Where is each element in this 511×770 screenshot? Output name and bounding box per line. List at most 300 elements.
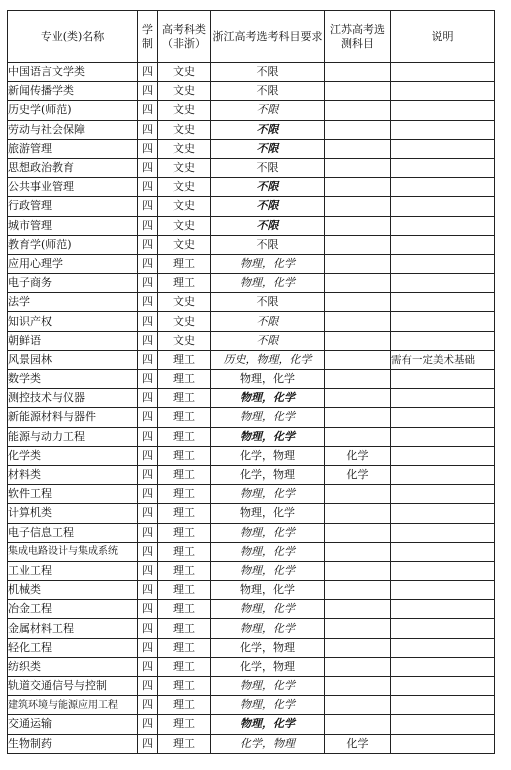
exam-category-cell-text: 理工 bbox=[173, 736, 195, 750]
table-row bbox=[8, 465, 495, 484]
jiangsu-subject-cell bbox=[325, 120, 391, 139]
note-cell bbox=[391, 350, 495, 369]
note-cell-text: 需有一定美术基础 bbox=[391, 353, 475, 366]
exam-category-cell bbox=[158, 581, 211, 600]
major-name-cell bbox=[8, 101, 138, 120]
duration-cell-text: 四 bbox=[142, 640, 153, 654]
exam-category-cell bbox=[158, 408, 211, 427]
table-row bbox=[8, 715, 495, 734]
zhejiang-requirement-cell bbox=[211, 178, 325, 197]
exam-category-cell-text: 理工 bbox=[173, 391, 195, 405]
zhejiang-requirement-cell-text: 物理，化学 bbox=[240, 256, 295, 270]
zhejiang-requirement-cell bbox=[211, 600, 325, 619]
major-name-cell-text: 应用心理学 bbox=[8, 256, 63, 270]
exam-category-cell bbox=[158, 158, 211, 177]
major-name-cell-text: 思想政治教育 bbox=[8, 161, 74, 175]
duration-cell-text: 四 bbox=[142, 563, 153, 577]
zhejiang-requirement-cell bbox=[211, 504, 325, 523]
jiangsu-subject-cell bbox=[325, 331, 391, 350]
major-name-cell bbox=[8, 734, 138, 753]
major-name-cell bbox=[8, 197, 138, 216]
exam-category-cell-text: 文史 bbox=[173, 314, 195, 328]
duration-cell-text: 四 bbox=[142, 698, 153, 712]
zhejiang-requirement-cell-text: 物理，化学 bbox=[240, 583, 295, 597]
table-row bbox=[8, 158, 495, 177]
duration-cell bbox=[138, 139, 158, 158]
zhejiang-requirement-cell-text: 物理，化学 bbox=[240, 410, 295, 424]
major-name-cell bbox=[8, 158, 138, 177]
zhejiang-requirement-cell bbox=[211, 677, 325, 696]
duration-cell-text: 四 bbox=[142, 84, 153, 98]
duration-cell bbox=[138, 158, 158, 177]
major-name-cell-text: 交通运输 bbox=[8, 717, 52, 731]
exam-category-cell-text: 理工 bbox=[173, 372, 195, 386]
major-name-cell bbox=[8, 63, 138, 82]
exam-category-cell bbox=[158, 178, 211, 197]
zhejiang-requirement-cell bbox=[211, 216, 325, 235]
duration-cell bbox=[138, 465, 158, 484]
zhejiang-requirement-cell-text: 不限 bbox=[256, 141, 279, 155]
duration-cell-text: 四 bbox=[142, 237, 153, 251]
major-name-cell bbox=[8, 542, 138, 561]
exam-category-cell-text: 理工 bbox=[173, 506, 195, 520]
major-name-cell-text: 中国语言文学类 bbox=[8, 65, 85, 79]
note-cell bbox=[391, 197, 495, 216]
table-row bbox=[8, 370, 495, 389]
zhejiang-requirement-cell bbox=[211, 408, 325, 427]
exam-category-cell bbox=[158, 254, 211, 273]
zhejiang-requirement-cell-text: 物理，化学 bbox=[240, 679, 295, 693]
exam-category-cell-text: 理工 bbox=[173, 276, 195, 290]
exam-category-cell bbox=[158, 542, 211, 561]
major-name-cell-text: 历史学(师范) bbox=[8, 103, 72, 117]
exam-category-cell bbox=[158, 63, 211, 82]
table-row bbox=[8, 178, 495, 197]
exam-category-cell-text: 理工 bbox=[173, 468, 195, 482]
major-name-cell bbox=[8, 293, 138, 312]
table-row bbox=[8, 734, 495, 753]
table-row bbox=[8, 389, 495, 408]
major-name-cell bbox=[8, 139, 138, 158]
note-cell bbox=[391, 600, 495, 619]
jiangsu-subject-cell bbox=[325, 178, 391, 197]
zhejiang-requirement-cell-text: 物理，化学 bbox=[240, 717, 295, 731]
table-row bbox=[8, 619, 495, 638]
exam-category-cell bbox=[158, 350, 211, 369]
major-name-cell bbox=[8, 216, 138, 235]
duration-cell bbox=[138, 696, 158, 715]
zhejiang-requirement-cell-text: 不限 bbox=[256, 103, 279, 117]
exam-category-cell bbox=[158, 696, 211, 715]
note-cell bbox=[391, 293, 495, 312]
major-name-cell bbox=[8, 178, 138, 197]
table-row bbox=[8, 600, 495, 619]
major-name-cell-text: 测控技术与仪器 bbox=[8, 391, 85, 405]
duration-cell-text: 四 bbox=[142, 487, 153, 501]
jiangsu-subject-cell bbox=[325, 216, 391, 235]
jiangsu-subject-cell bbox=[325, 350, 391, 369]
major-name-cell-text: 电子信息工程 bbox=[8, 525, 74, 539]
jiangsu-subject-cell bbox=[325, 561, 391, 580]
duration-cell-text: 四 bbox=[142, 295, 153, 309]
exam-category-cell-text: 理工 bbox=[173, 679, 195, 693]
duration-cell-text: 四 bbox=[142, 448, 153, 462]
exam-category-cell-text: 理工 bbox=[173, 429, 195, 443]
exam-category-cell-text: 理工 bbox=[173, 698, 195, 712]
jiangsu-subject-cell bbox=[325, 293, 391, 312]
major-name-cell-text: 劳动与社会保障 bbox=[8, 122, 85, 136]
exam-category-cell bbox=[158, 734, 211, 753]
zhejiang-requirement-cell bbox=[211, 696, 325, 715]
table-row bbox=[8, 216, 495, 235]
major-name-cell bbox=[8, 523, 138, 542]
major-name-cell-text: 软件工程 bbox=[8, 487, 52, 501]
duration-cell bbox=[138, 523, 158, 542]
duration-cell bbox=[138, 312, 158, 331]
zhejiang-requirement-cell bbox=[211, 485, 325, 504]
table-row bbox=[8, 197, 495, 216]
duration-cell bbox=[138, 370, 158, 389]
duration-cell-text: 四 bbox=[142, 199, 153, 213]
zhejiang-requirement-cell bbox=[211, 274, 325, 293]
zhejiang-requirement-cell bbox=[211, 63, 325, 82]
jiangsu-subject-cell bbox=[325, 427, 391, 446]
duration-cell bbox=[138, 446, 158, 465]
exam-category-cell-text: 理工 bbox=[173, 352, 195, 366]
duration-cell-text: 四 bbox=[142, 621, 153, 635]
duration-cell bbox=[138, 677, 158, 696]
exam-category-cell bbox=[158, 216, 211, 235]
zhejiang-requirement-cell-text: 物理，化学 bbox=[240, 487, 295, 501]
note-cell bbox=[391, 542, 495, 561]
zhejiang-requirement-cell-text: 化学，物理 bbox=[240, 736, 295, 750]
major-name-cell bbox=[8, 370, 138, 389]
duration-cell-text: 四 bbox=[142, 468, 153, 482]
duration-cell-text: 四 bbox=[142, 141, 153, 155]
duration-cell-text: 四 bbox=[142, 583, 153, 597]
jiangsu-subject-cell-text: 化学 bbox=[346, 736, 369, 750]
major-name-cell-text: 知识产权 bbox=[8, 314, 52, 328]
zhejiang-requirement-cell-text: 物理，化学 bbox=[240, 602, 295, 616]
major-name-cell-text: 材料类 bbox=[8, 468, 41, 482]
zhejiang-requirement-cell-text: 物理，化学 bbox=[240, 372, 295, 386]
exam-category-cell bbox=[158, 139, 211, 158]
jiangsu-subject-cell bbox=[325, 408, 391, 427]
table-row bbox=[8, 504, 495, 523]
major-name-cell-text: 旅游管理 bbox=[8, 141, 52, 155]
duration-cell bbox=[138, 350, 158, 369]
duration-cell bbox=[138, 197, 158, 216]
table-row bbox=[8, 254, 495, 273]
major-name-cell-text: 建筑环境与能源应用工程 bbox=[8, 699, 118, 711]
duration-cell bbox=[138, 293, 158, 312]
zhejiang-requirement-cell-text: 不限 bbox=[256, 84, 279, 98]
jiangsu-subject-cell bbox=[325, 254, 391, 273]
zhejiang-requirement-cell bbox=[211, 427, 325, 446]
note-cell bbox=[391, 254, 495, 273]
major-name-cell bbox=[8, 254, 138, 273]
note-cell bbox=[391, 465, 495, 484]
exam-category-cell-text: 理工 bbox=[173, 410, 195, 424]
note-cell bbox=[391, 734, 495, 753]
duration-cell bbox=[138, 581, 158, 600]
zhejiang-requirement-cell bbox=[211, 581, 325, 600]
zhejiang-requirement-cell-text: 物理，化学 bbox=[240, 429, 295, 443]
major-name-cell-text: 公共事业管理 bbox=[8, 180, 74, 194]
zhejiang-requirement-cell-text: 历史，物理，化学 bbox=[223, 352, 312, 366]
major-name-cell-text: 机械类 bbox=[8, 583, 41, 597]
header-jiangsu-subjects: 江苏高考选测科目 bbox=[325, 11, 391, 63]
duration-cell bbox=[138, 600, 158, 619]
header-duration: 学制 bbox=[138, 11, 158, 63]
duration-cell-text: 四 bbox=[142, 736, 153, 750]
jiangsu-subject-cell-text: 化学 bbox=[346, 468, 369, 482]
duration-cell-text: 四 bbox=[142, 602, 153, 616]
exam-category-cell-text: 文史 bbox=[173, 237, 195, 251]
header-zhejiang-requirements: 浙江高考选考科目要求 bbox=[211, 11, 325, 63]
exam-category-cell-text: 理工 bbox=[173, 717, 195, 731]
major-name-cell bbox=[8, 389, 138, 408]
zhejiang-requirement-cell-text: 物理，化学 bbox=[240, 276, 295, 290]
zhejiang-requirement-cell bbox=[211, 542, 325, 561]
major-name-cell bbox=[8, 235, 138, 254]
table-row bbox=[8, 139, 495, 158]
major-name-cell bbox=[8, 485, 138, 504]
duration-cell-text: 四 bbox=[142, 659, 153, 673]
jiangsu-subject-cell bbox=[325, 197, 391, 216]
exam-category-cell-text: 理工 bbox=[173, 448, 195, 462]
zhejiang-requirement-cell bbox=[211, 139, 325, 158]
zhejiang-requirement-cell bbox=[211, 254, 325, 273]
duration-cell-text: 四 bbox=[142, 410, 153, 424]
exam-category-cell-text: 文史 bbox=[173, 103, 195, 117]
exam-category-cell-text: 理工 bbox=[173, 487, 195, 501]
major-name-cell bbox=[8, 331, 138, 350]
note-cell bbox=[391, 235, 495, 254]
major-name-cell-text: 风景园林 bbox=[8, 352, 52, 366]
duration-cell-text: 四 bbox=[142, 717, 153, 731]
exam-category-cell bbox=[158, 370, 211, 389]
duration-cell-text: 四 bbox=[142, 180, 153, 194]
duration-cell bbox=[138, 120, 158, 139]
duration-cell-text: 四 bbox=[142, 506, 153, 520]
note-cell bbox=[391, 523, 495, 542]
duration-cell bbox=[138, 657, 158, 676]
exam-category-cell bbox=[158, 523, 211, 542]
duration-cell-text: 四 bbox=[142, 525, 153, 539]
jiangsu-subject-cell bbox=[325, 715, 391, 734]
major-name-cell-text: 新闻传播学类 bbox=[8, 84, 74, 98]
exam-category-cell bbox=[158, 465, 211, 484]
table-row bbox=[8, 561, 495, 580]
note-cell bbox=[391, 389, 495, 408]
major-name-cell bbox=[8, 677, 138, 696]
exam-category-cell-text: 理工 bbox=[173, 621, 195, 635]
table-row bbox=[8, 120, 495, 139]
jiangsu-subject-cell bbox=[325, 504, 391, 523]
duration-cell bbox=[138, 101, 158, 120]
major-name-cell-text: 法学 bbox=[8, 295, 30, 309]
major-name-cell bbox=[8, 657, 138, 676]
note-cell bbox=[391, 274, 495, 293]
exam-category-cell bbox=[158, 657, 211, 676]
table-row bbox=[8, 485, 495, 504]
zhejiang-requirement-cell bbox=[211, 235, 325, 254]
exam-category-cell-text: 文史 bbox=[173, 199, 195, 213]
major-name-cell-text: 生物制药 bbox=[8, 736, 52, 750]
table-row bbox=[8, 235, 495, 254]
note-cell bbox=[391, 427, 495, 446]
major-name-cell bbox=[8, 638, 138, 657]
jiangsu-subject-cell bbox=[325, 63, 391, 82]
zhejiang-requirement-cell-text: 不限 bbox=[256, 295, 279, 309]
table-row bbox=[8, 63, 495, 82]
zhejiang-requirement-cell-text: 化学，物理 bbox=[240, 640, 295, 654]
zhejiang-requirement-cell bbox=[211, 293, 325, 312]
jiangsu-subject-cell bbox=[325, 312, 391, 331]
header-exam-category: 高考科类（非浙） bbox=[158, 11, 211, 63]
table-row bbox=[8, 350, 495, 369]
duration-cell bbox=[138, 715, 158, 734]
zhejiang-requirement-cell-text: 不限 bbox=[256, 122, 279, 136]
exam-category-cell bbox=[158, 331, 211, 350]
exam-category-cell-text: 理工 bbox=[173, 659, 195, 673]
duration-cell bbox=[138, 638, 158, 657]
duration-cell bbox=[138, 389, 158, 408]
major-name-cell-text: 纺织类 bbox=[8, 659, 41, 673]
zhejiang-requirement-cell-text: 不限 bbox=[256, 218, 279, 232]
exam-category-cell bbox=[158, 619, 211, 638]
exam-category-cell-text: 理工 bbox=[173, 602, 195, 616]
exam-category-cell bbox=[158, 120, 211, 139]
exam-category-cell bbox=[158, 82, 211, 101]
jiangsu-subject-cell bbox=[325, 581, 391, 600]
note-cell bbox=[391, 446, 495, 465]
table-body bbox=[8, 63, 495, 754]
zhejiang-requirement-cell bbox=[211, 561, 325, 580]
exam-category-cell-text: 文史 bbox=[173, 65, 195, 79]
jiangsu-subject-cell bbox=[325, 235, 391, 254]
major-name-cell bbox=[8, 408, 138, 427]
exam-category-cell bbox=[158, 504, 211, 523]
major-name-cell-text: 集成电路设计与集成系统 bbox=[8, 546, 118, 558]
table-row bbox=[8, 677, 495, 696]
jiangsu-subject-cell bbox=[325, 465, 391, 484]
note-cell bbox=[391, 216, 495, 235]
major-name-cell bbox=[8, 427, 138, 446]
zhejiang-requirement-cell bbox=[211, 638, 325, 657]
exam-category-cell bbox=[158, 274, 211, 293]
jiangsu-subject-cell bbox=[325, 677, 391, 696]
duration-cell bbox=[138, 619, 158, 638]
note-cell bbox=[391, 158, 495, 177]
exam-category-cell bbox=[158, 389, 211, 408]
duration-cell bbox=[138, 542, 158, 561]
exam-category-cell-text: 文史 bbox=[173, 141, 195, 155]
zhejiang-requirement-cell bbox=[211, 158, 325, 177]
major-name-cell-text: 计算机类 bbox=[8, 506, 52, 520]
exam-category-cell bbox=[158, 197, 211, 216]
duration-cell bbox=[138, 63, 158, 82]
exam-category-cell-text: 理工 bbox=[173, 544, 195, 558]
duration-cell-text: 四 bbox=[142, 372, 153, 386]
exam-category-cell-text: 文史 bbox=[173, 295, 195, 309]
note-cell bbox=[391, 657, 495, 676]
duration-cell bbox=[138, 485, 158, 504]
major-name-cell bbox=[8, 696, 138, 715]
duration-cell-text: 四 bbox=[142, 391, 153, 405]
jiangsu-subject-cell bbox=[325, 101, 391, 120]
duration-cell-text: 四 bbox=[142, 276, 153, 290]
duration-cell-text: 四 bbox=[142, 544, 153, 558]
zhejiang-requirement-cell-text: 化学，物理 bbox=[240, 468, 295, 482]
zhejiang-requirement-cell bbox=[211, 715, 325, 734]
zhejiang-requirement-cell-text: 不限 bbox=[256, 180, 279, 194]
zhejiang-requirement-cell bbox=[211, 523, 325, 542]
duration-cell-text: 四 bbox=[142, 103, 153, 117]
duration-cell-text: 四 bbox=[142, 161, 153, 175]
jiangsu-subject-cell-text: 化学 bbox=[346, 448, 369, 462]
table-row bbox=[8, 293, 495, 312]
zhejiang-requirement-cell-text: 物理，化学 bbox=[240, 563, 295, 577]
duration-cell-text: 四 bbox=[142, 256, 153, 270]
jiangsu-subject-cell bbox=[325, 485, 391, 504]
zhejiang-requirement-cell bbox=[211, 370, 325, 389]
note-cell bbox=[391, 638, 495, 657]
exam-category-cell-text: 文史 bbox=[173, 218, 195, 232]
header-major-name: 专业(类)名称 bbox=[8, 11, 138, 63]
zhejiang-requirement-cell bbox=[211, 446, 325, 465]
exam-category-cell bbox=[158, 293, 211, 312]
major-name-cell-text: 轻化工程 bbox=[8, 640, 52, 654]
zhejiang-requirement-cell-text: 物理，化学 bbox=[240, 698, 295, 712]
major-name-cell bbox=[8, 715, 138, 734]
note-cell bbox=[391, 485, 495, 504]
table-row bbox=[8, 523, 495, 542]
duration-cell bbox=[138, 561, 158, 580]
table-row bbox=[8, 542, 495, 561]
note-cell bbox=[391, 408, 495, 427]
zhejiang-requirement-cell-text: 物理，化学 bbox=[240, 621, 295, 635]
duration-cell-text: 四 bbox=[142, 429, 153, 443]
jiangsu-subject-cell bbox=[325, 370, 391, 389]
duration-cell-text: 四 bbox=[142, 65, 153, 79]
exam-category-cell-text: 文史 bbox=[173, 84, 195, 98]
zhejiang-requirement-cell bbox=[211, 197, 325, 216]
table-row bbox=[8, 274, 495, 293]
exam-category-cell-text: 理工 bbox=[173, 563, 195, 577]
exam-category-cell bbox=[158, 235, 211, 254]
duration-cell-text: 四 bbox=[142, 122, 153, 136]
note-cell bbox=[391, 561, 495, 580]
exam-category-cell-text: 理工 bbox=[173, 640, 195, 654]
major-name-cell bbox=[8, 274, 138, 293]
exam-category-cell-text: 理工 bbox=[173, 525, 195, 539]
exam-category-cell-text: 文史 bbox=[173, 333, 195, 347]
exam-category-cell bbox=[158, 312, 211, 331]
note-cell bbox=[391, 139, 495, 158]
table-row bbox=[8, 657, 495, 676]
zhejiang-requirement-cell bbox=[211, 350, 325, 369]
zhejiang-requirement-cell-text: 物理，化学 bbox=[240, 544, 295, 558]
jiangsu-subject-cell bbox=[325, 696, 391, 715]
zhejiang-requirement-cell bbox=[211, 331, 325, 350]
major-name-cell-text: 冶金工程 bbox=[8, 602, 52, 616]
zhejiang-requirement-cell bbox=[211, 389, 325, 408]
duration-cell bbox=[138, 82, 158, 101]
jiangsu-subject-cell bbox=[325, 389, 391, 408]
table-header-row bbox=[8, 11, 495, 63]
